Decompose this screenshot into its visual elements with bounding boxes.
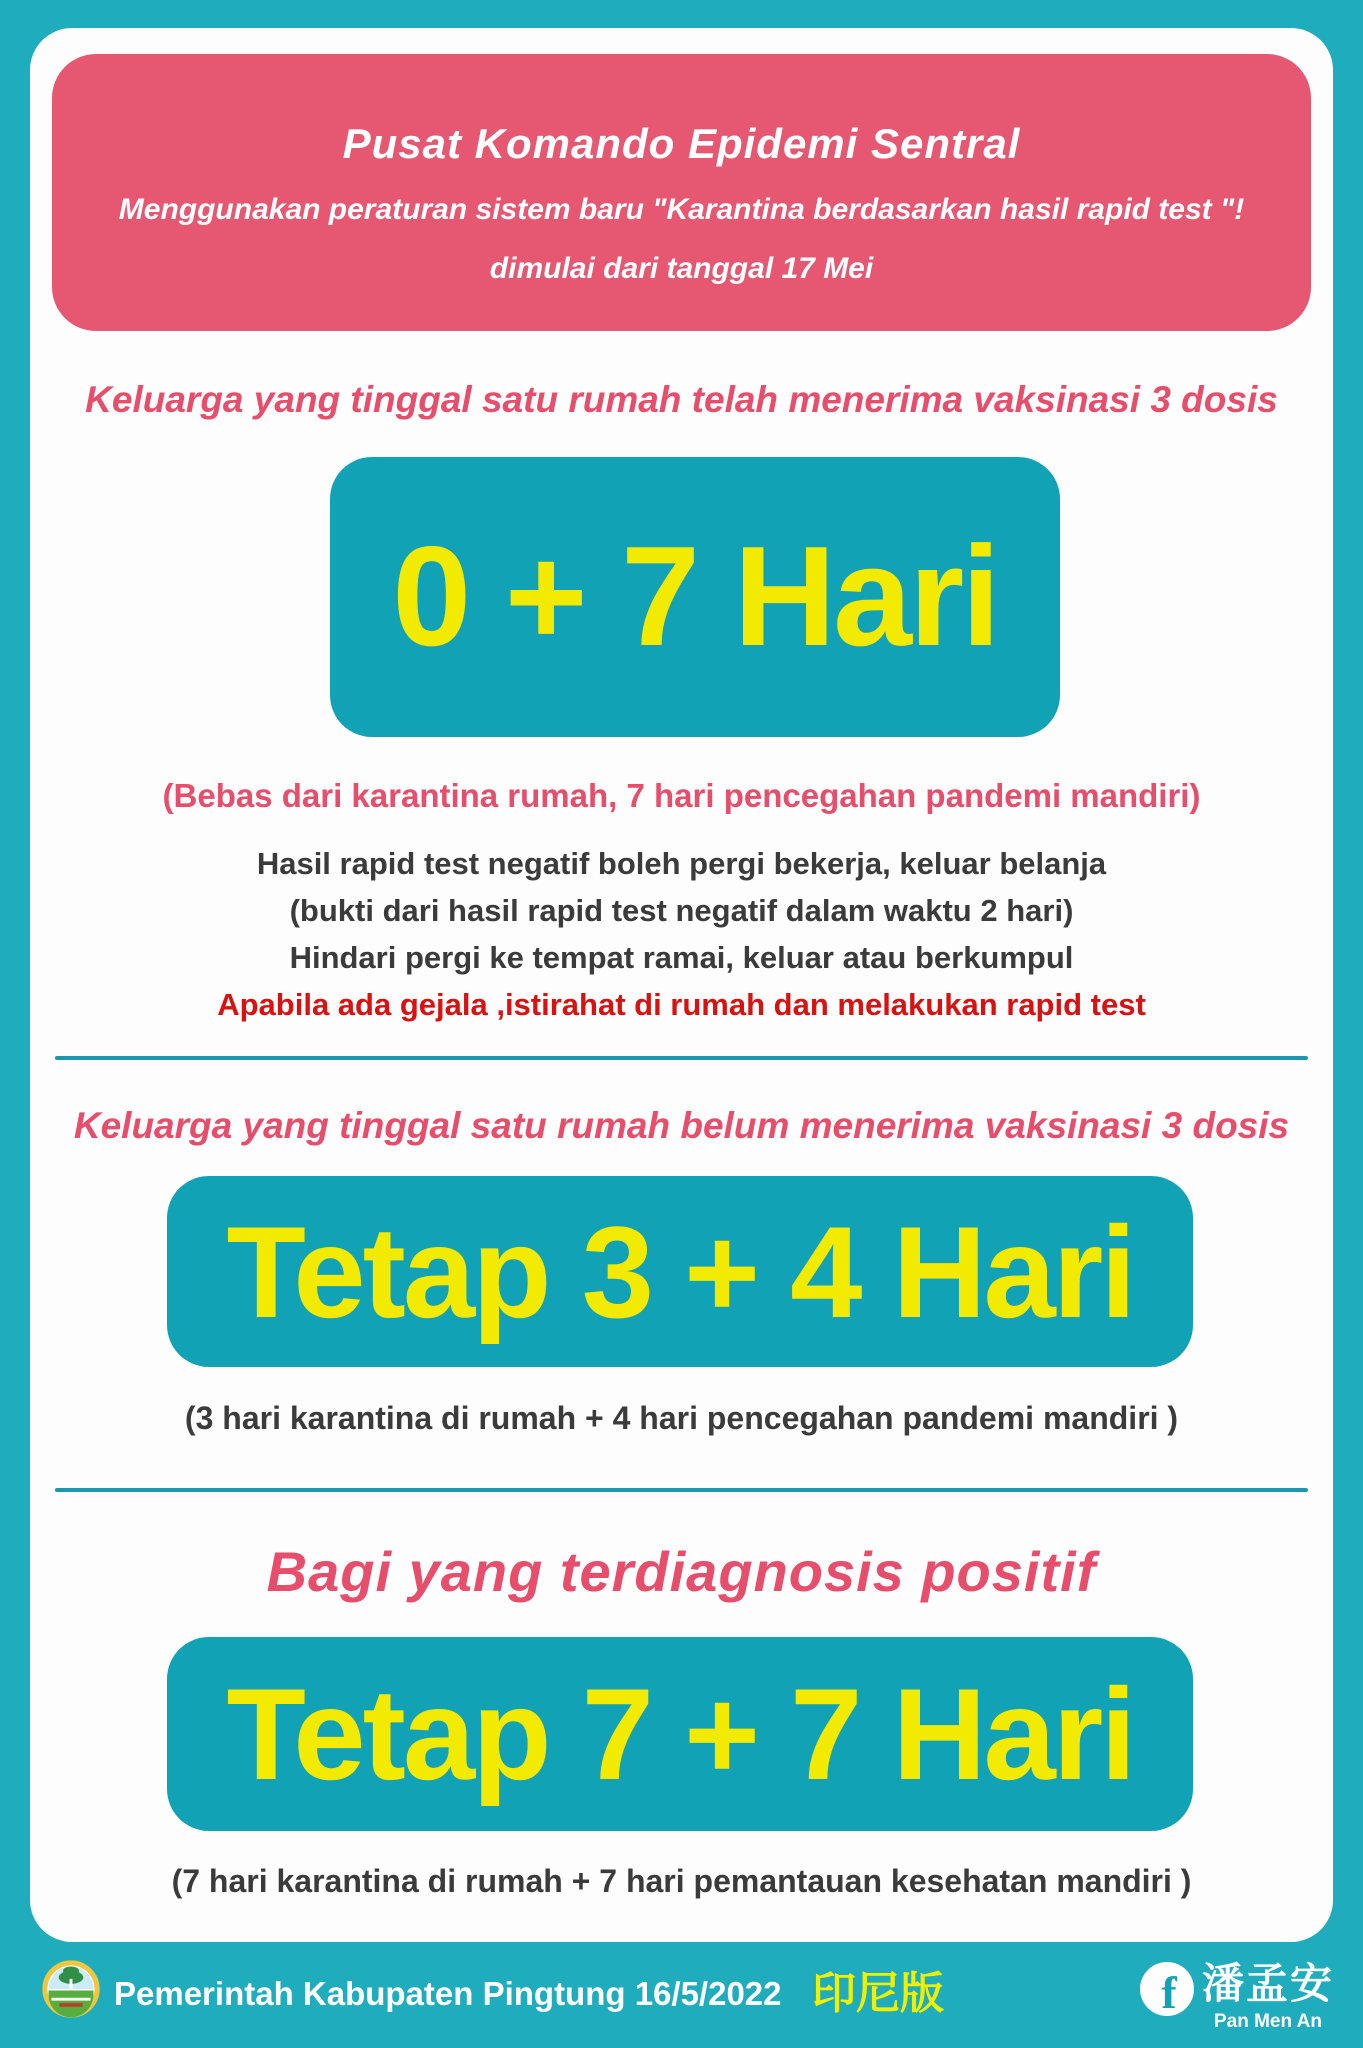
- section-3-heading: Bagi yang terdiagnosis positif: [266, 1540, 1097, 1603]
- duration-label: Tetap 3 + 4 Hari: [226, 1198, 1134, 1345]
- facebook-f-glyph: f: [1161, 1967, 1177, 2016]
- header-banner: [52, 54, 1311, 331]
- duration-box-7-plus-7: [167, 1637, 1193, 1831]
- section-1-body: [0, 840, 1363, 1028]
- section-divider-2: [55, 1488, 1308, 1492]
- facebook-icon: [1140, 1962, 1194, 2016]
- header-subtitle-line1: Menggunakan peraturan sistem baru "Karantina berdasarkan hasil rapid test "!: [118, 193, 1245, 226]
- section-2-heading: Keluarga yang tinggal satu rumah belum menerima vaksinasi 3 dosis: [73, 1105, 1290, 1146]
- duration-box-0-plus-7: [330, 457, 1060, 737]
- warning-line: Apabila ada gejala ,istirahat di rumah dan melakukan rapid test: [217, 987, 1146, 1022]
- body-line: (bukti dari hasil rapid test negatif dalam waktu 2 hari): [289, 893, 1074, 928]
- duration-label: Tetap 7 + 7 Hari: [226, 1661, 1134, 1807]
- facebook-name: 潘孟安: [1201, 1960, 1334, 2007]
- section-1-highlight: (Bebas dari karantina rumah, 7 hari pencegahan pandemi mandiri): [162, 777, 1201, 814]
- footer-edition-label: 印尼版: [812, 1969, 944, 2018]
- facebook-account: [1200, 1958, 1336, 2034]
- body-line: Hasil rapid test negatif boleh pergi bekerja, keluar belanja: [256, 846, 1107, 881]
- footer-organization: Pemerintah Kabupaten Pingtung 16/5/2022: [114, 1975, 782, 2012]
- section-2-note: (3 hari karantina di rumah + 4 hari pencegahan pandemi mandiri ): [184, 1400, 1179, 1436]
- section-divider-1: [55, 1056, 1308, 1060]
- duration-box-3-plus-4: [167, 1176, 1193, 1367]
- duration-label: 0 + 7 Hari: [392, 517, 998, 676]
- section-3-note: (7 hari karantina di rumah + 7 hari pemantauan kesehatan mandiri ): [171, 1863, 1192, 1899]
- pingtung-county-emblem-icon: [42, 1960, 100, 2018]
- header-subtitle-line2: dimulai dari tanggal 17 Mei: [489, 252, 874, 285]
- facebook-name-latin: Pan Men An: [1213, 2011, 1323, 2032]
- body-line: Hindari pergi ke tempat ramai, keluar atau berkumpul: [289, 940, 1074, 975]
- section-1-heading: Keluarga yang tinggal satu rumah telah menerima vaksinasi 3 dosis: [85, 379, 1278, 420]
- page-title: Pusat Komando Epidemi Sentral: [342, 120, 1021, 167]
